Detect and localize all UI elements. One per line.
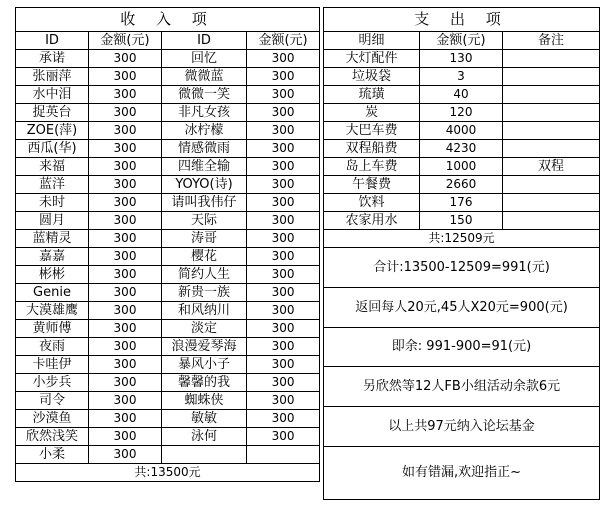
expense-item-cell: 农家用水 bbox=[324, 212, 420, 230]
table-row bbox=[16, 140, 320, 158]
income-id-cell: 情感微雨 bbox=[162, 140, 247, 158]
income-amount-cell: 300 bbox=[89, 302, 162, 320]
income-id-cell: 夜雨 bbox=[16, 338, 89, 356]
table-row bbox=[324, 104, 600, 122]
income-id-cell: ZOE(萍) bbox=[16, 122, 89, 140]
income-id-cell: 简约人生 bbox=[162, 266, 247, 284]
income-id-cell: 回忆 bbox=[162, 50, 247, 68]
remainder-note: 即余: 991-900=91(元) bbox=[324, 328, 600, 367]
expense-item-cell: 炭 bbox=[324, 104, 420, 122]
income-amount-cell: 300 bbox=[247, 194, 320, 212]
income-amount-cell: 300 bbox=[89, 176, 162, 194]
income-id-cell bbox=[162, 446, 247, 464]
expense-title: 支 出 项 bbox=[324, 8, 600, 32]
table-row bbox=[16, 338, 320, 356]
income-id-cell: 敏敏 bbox=[162, 410, 247, 428]
income-amount-cell: 300 bbox=[89, 284, 162, 302]
income-id-cell: 彬彬 bbox=[16, 266, 89, 284]
table-row bbox=[324, 86, 600, 104]
income-table bbox=[15, 7, 320, 482]
forum-fund-note: 以上共97元纳入论坛基金 bbox=[324, 407, 600, 447]
income-id-cell: 小柔 bbox=[16, 446, 89, 464]
table-row bbox=[16, 374, 320, 392]
income-amount-cell: 300 bbox=[247, 68, 320, 86]
income-total: 共:13500元 bbox=[16, 464, 320, 482]
note-row bbox=[324, 447, 600, 500]
expense-header-remark: 备注 bbox=[503, 32, 600, 50]
income-amount-cell: 300 bbox=[247, 122, 320, 140]
expense-amount-cell: 4000 bbox=[420, 122, 503, 140]
income-amount-cell: 300 bbox=[89, 158, 162, 176]
income-id-cell: 四维全输 bbox=[162, 158, 247, 176]
income-id-cell: 张丽萍 bbox=[16, 68, 89, 86]
correction-note: 如有错漏,欢迎指正~ bbox=[324, 447, 600, 500]
table-row bbox=[324, 176, 600, 194]
income-amount-cell: 300 bbox=[247, 158, 320, 176]
table-row bbox=[16, 392, 320, 410]
table-row bbox=[16, 356, 320, 374]
table-row bbox=[324, 122, 600, 140]
income-id-cell: 非凡女孩 bbox=[162, 104, 247, 122]
income-id-cell: 承诺 bbox=[16, 50, 89, 68]
income-id-cell: 微微一笑 bbox=[162, 86, 247, 104]
expense-amount-cell: 3 bbox=[420, 68, 503, 86]
expense-table bbox=[323, 7, 600, 500]
income-amount-cell: 300 bbox=[89, 50, 162, 68]
income-id-cell: 西瓜(华) bbox=[16, 140, 89, 158]
income-id-cell: 淡定 bbox=[162, 320, 247, 338]
table-row bbox=[16, 320, 320, 338]
table-row bbox=[16, 248, 320, 266]
expense-remark-cell bbox=[503, 104, 600, 122]
expense-remark-cell bbox=[503, 140, 600, 158]
income-id-cell: 新贵一族 bbox=[162, 284, 247, 302]
income-amount-cell: 300 bbox=[247, 428, 320, 446]
income-amount-cell: 300 bbox=[89, 104, 162, 122]
income-id-cell: 蓝精灵 bbox=[16, 230, 89, 248]
expense-item-cell: 垃圾袋 bbox=[324, 68, 420, 86]
note-row bbox=[324, 248, 600, 288]
table-row bbox=[324, 194, 600, 212]
expense-amount-cell: 176 bbox=[420, 194, 503, 212]
income-id-cell: Genie bbox=[16, 284, 89, 302]
income-amount-cell: 300 bbox=[247, 86, 320, 104]
income-amount-cell: 300 bbox=[247, 230, 320, 248]
income-id-cell: 来福 bbox=[16, 158, 89, 176]
income-header-amount-2: 金额(元) bbox=[247, 32, 320, 50]
income-amount-cell: 300 bbox=[89, 194, 162, 212]
income-id-cell: 大漠雄鹰 bbox=[16, 302, 89, 320]
table-row bbox=[16, 266, 320, 284]
table-row bbox=[324, 68, 600, 86]
income-id-cell: 浪漫爱琴海 bbox=[162, 338, 247, 356]
income-id-cell: 司令 bbox=[16, 392, 89, 410]
income-id-cell: 嘉嘉 bbox=[16, 248, 89, 266]
extra-funds-note: 另欣然等12人FB小组活动余款6元 bbox=[324, 367, 600, 407]
expense-amount-cell: 40 bbox=[420, 86, 503, 104]
expense-amount-cell: 1000 bbox=[420, 158, 503, 176]
table-row bbox=[16, 212, 320, 230]
income-id-cell: YOYO(诗) bbox=[162, 176, 247, 194]
expense-item-cell: 大巴车费 bbox=[324, 122, 420, 140]
income-amount-cell: 300 bbox=[89, 446, 162, 464]
table-row bbox=[16, 446, 320, 464]
note-row bbox=[324, 407, 600, 447]
table-row bbox=[16, 302, 320, 320]
income-id-cell: 沙漠鱼 bbox=[16, 410, 89, 428]
income-id-cell: 樱花 bbox=[162, 248, 247, 266]
table-row bbox=[16, 122, 320, 140]
refund-note: 返回每人20元,45人X20元=900(元) bbox=[324, 288, 600, 328]
table-row bbox=[16, 428, 320, 446]
income-header-amount-1: 金额(元) bbox=[89, 32, 162, 50]
income-amount-cell bbox=[247, 446, 320, 464]
expense-remark-cell bbox=[503, 86, 600, 104]
table-row bbox=[16, 194, 320, 212]
expense-item-cell: 饮料 bbox=[324, 194, 420, 212]
income-amount-cell: 300 bbox=[89, 392, 162, 410]
income-amount-cell: 300 bbox=[247, 356, 320, 374]
income-id-cell: 泳何 bbox=[162, 428, 247, 446]
income-amount-cell: 300 bbox=[247, 392, 320, 410]
income-id-cell: 蓝洋 bbox=[16, 176, 89, 194]
table-row bbox=[16, 230, 320, 248]
expense-remark-cell: 双程 bbox=[503, 158, 600, 176]
table-row bbox=[16, 410, 320, 428]
income-amount-cell: 300 bbox=[247, 212, 320, 230]
income-amount-cell: 300 bbox=[89, 338, 162, 356]
table-row bbox=[16, 68, 320, 86]
income-id-cell: 黄师傅 bbox=[16, 320, 89, 338]
income-amount-cell: 300 bbox=[89, 140, 162, 158]
expense-amount-cell: 2660 bbox=[420, 176, 503, 194]
income-id-cell: 卡哇伊 bbox=[16, 356, 89, 374]
income-id-cell: 冰柠檬 bbox=[162, 122, 247, 140]
income-id-cell: 请叫我伟仔 bbox=[162, 194, 247, 212]
expense-item-cell: 琉璜 bbox=[324, 86, 420, 104]
expense-item-cell: 大灯配件 bbox=[324, 50, 420, 68]
income-id-cell: 蜘蛛侠 bbox=[162, 392, 247, 410]
income-id-cell: 未时 bbox=[16, 194, 89, 212]
expense-remark-cell bbox=[503, 194, 600, 212]
expense-item-cell: 午餐费 bbox=[324, 176, 420, 194]
income-amount-cell: 300 bbox=[89, 320, 162, 338]
income-id-cell: 馨馨的我 bbox=[162, 374, 247, 392]
income-amount-cell: 300 bbox=[89, 122, 162, 140]
note-row bbox=[324, 288, 600, 328]
income-amount-cell: 300 bbox=[247, 104, 320, 122]
income-amount-cell: 300 bbox=[89, 356, 162, 374]
expense-remark-cell bbox=[503, 212, 600, 230]
income-amount-cell: 300 bbox=[247, 140, 320, 158]
income-id-cell: 天际 bbox=[162, 212, 247, 230]
table-row bbox=[16, 86, 320, 104]
table-row bbox=[324, 140, 600, 158]
income-id-cell: 小步兵 bbox=[16, 374, 89, 392]
income-amount-cell: 300 bbox=[89, 410, 162, 428]
income-title: 收 入 项 bbox=[16, 8, 320, 32]
note-row bbox=[324, 328, 600, 367]
income-amount-cell: 300 bbox=[247, 266, 320, 284]
expense-amount-cell: 150 bbox=[420, 212, 503, 230]
expense-amount-cell: 120 bbox=[420, 104, 503, 122]
income-amount-cell: 300 bbox=[89, 230, 162, 248]
expense-amount-cell: 4230 bbox=[420, 140, 503, 158]
note-row bbox=[324, 367, 600, 407]
income-id-cell: 水中泪 bbox=[16, 86, 89, 104]
expense-remark-cell bbox=[503, 122, 600, 140]
income-amount-cell: 300 bbox=[89, 68, 162, 86]
income-amount-cell: 300 bbox=[247, 302, 320, 320]
summary-total-note: 合计:13500-12509=991(元) bbox=[324, 248, 600, 288]
expense-header-item: 明细 bbox=[324, 32, 420, 50]
income-amount-cell: 300 bbox=[89, 86, 162, 104]
expense-total: 共:12509元 bbox=[324, 230, 600, 248]
table-row bbox=[16, 104, 320, 122]
income-id-cell: 捉英台 bbox=[16, 104, 89, 122]
income-amount-cell: 300 bbox=[89, 248, 162, 266]
expense-item-cell: 岛上车费 bbox=[324, 158, 420, 176]
income-header-id-1: ID bbox=[16, 32, 89, 50]
expense-header-amount: 金额(元) bbox=[420, 32, 503, 50]
income-total-row bbox=[16, 464, 320, 482]
income-id-cell: 暴风小子 bbox=[162, 356, 247, 374]
income-header-id-2: ID bbox=[162, 32, 247, 50]
income-id-cell: 和风纳川 bbox=[162, 302, 247, 320]
table-row bbox=[324, 158, 600, 176]
expense-remark-cell bbox=[503, 68, 600, 86]
table-row bbox=[16, 50, 320, 68]
income-id-cell: 欣然浅笑 bbox=[16, 428, 89, 446]
income-amount-cell: 300 bbox=[89, 266, 162, 284]
table-row bbox=[324, 50, 600, 68]
income-amount-cell: 300 bbox=[89, 374, 162, 392]
income-amount-cell: 300 bbox=[247, 248, 320, 266]
income-amount-cell: 300 bbox=[247, 374, 320, 392]
expense-total-row bbox=[324, 230, 600, 248]
income-id-cell: 微微蓝 bbox=[162, 68, 247, 86]
income-amount-cell: 300 bbox=[247, 50, 320, 68]
table-row bbox=[16, 176, 320, 194]
income-id-cell: 涛哥 bbox=[162, 230, 247, 248]
expense-remark-cell bbox=[503, 50, 600, 68]
expense-remark-cell bbox=[503, 176, 600, 194]
expense-amount-cell: 130 bbox=[420, 50, 503, 68]
income-amount-cell: 300 bbox=[247, 410, 320, 428]
table-row bbox=[16, 284, 320, 302]
income-amount-cell: 300 bbox=[89, 428, 162, 446]
expense-item-cell: 双程船费 bbox=[324, 140, 420, 158]
table-row bbox=[16, 158, 320, 176]
income-amount-cell: 300 bbox=[247, 284, 320, 302]
income-id-cell: 圆月 bbox=[16, 212, 89, 230]
income-amount-cell: 300 bbox=[89, 212, 162, 230]
table-row bbox=[324, 212, 600, 230]
income-amount-cell: 300 bbox=[247, 176, 320, 194]
income-amount-cell: 300 bbox=[247, 338, 320, 356]
income-amount-cell: 300 bbox=[247, 320, 320, 338]
